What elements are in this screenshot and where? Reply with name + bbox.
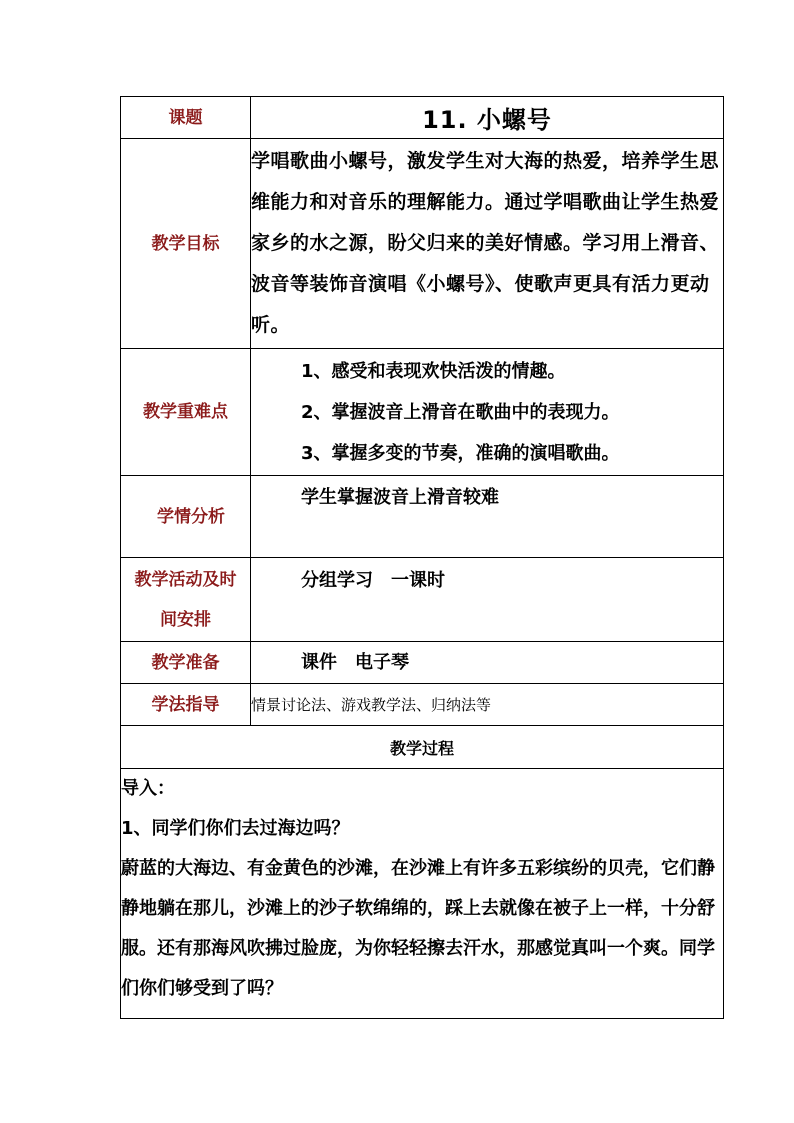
methods-text: 情景讨论法、游戏教学法、归纳法等 [251,684,724,726]
activity-label-line: 间安排 [160,609,211,630]
lesson-plan-table [120,96,724,1019]
row-prep [121,642,724,684]
row-intro [121,769,724,1019]
row-topic [121,97,724,139]
analysis-label: 学情分析 [121,476,251,558]
methods-label: 学法指导 [121,684,251,726]
row-objectives [121,139,724,349]
intro-cell [121,769,724,1019]
lesson-title: 11. 小螺号 [251,97,724,139]
prep-cell [251,642,724,684]
process-heading: 教学过程 [121,726,724,769]
intro-question: 1、同学们你们去过海边吗？ [121,818,350,839]
row-activity [121,558,724,642]
intro-heading: 导入： [121,778,175,799]
activity-cell [251,558,724,642]
analysis-text: 学生掌握波音上滑音较难 [301,487,499,508]
key-points-cell [251,349,724,476]
row-key-points [121,349,724,476]
activity-label-line: 教学活动及时 [134,569,237,590]
key-point-item: 3、掌握多变的节奏，准确的演唱歌曲。 [301,442,620,464]
analysis-cell [251,476,724,558]
prep-text: 课件 电子琴 [301,651,409,673]
topic-label: 课题 [121,97,251,139]
row-methods [121,684,724,726]
intro-paragraph: 蔚蓝的大海边、有金黄色的沙滩，在沙滩上有许多五彩缤纷的贝壳，它们静静地躺在那儿，沙滩上的沙子软绵绵的，踩上去就像在被子上一样，十分舒服。还有那海风吹拂过脸庞，为你轻轻擦去汗水，那感觉真叫一个爽。同学们你们够受到了吗？ [121,858,715,999]
key-point-item: 1、感受和表现欢快活泼的情趣。 [301,360,566,382]
key-points-label: 教学重难点 [121,349,251,476]
key-point-item: 2、掌握波音上滑音在歌曲中的表现力。 [301,401,620,423]
prep-label: 教学准备 [121,642,251,684]
activity-text: 分组学习 一课时 [301,570,445,591]
activity-label [121,558,251,642]
objectives-label: 教学目标 [121,139,251,349]
row-process [121,726,724,769]
row-analysis [121,476,724,558]
objectives-text: 学唱歌曲小螺号，激发学生对大海的热爱，培养学生思维能力和对音乐的理解能力。通过学唱歌曲让学生热爱家乡的水之源，盼父归来的美好情感。学习用上滑音、波音等装饰音演唱《小螺号》、使歌声更具有活力更动听。 [251,139,724,349]
